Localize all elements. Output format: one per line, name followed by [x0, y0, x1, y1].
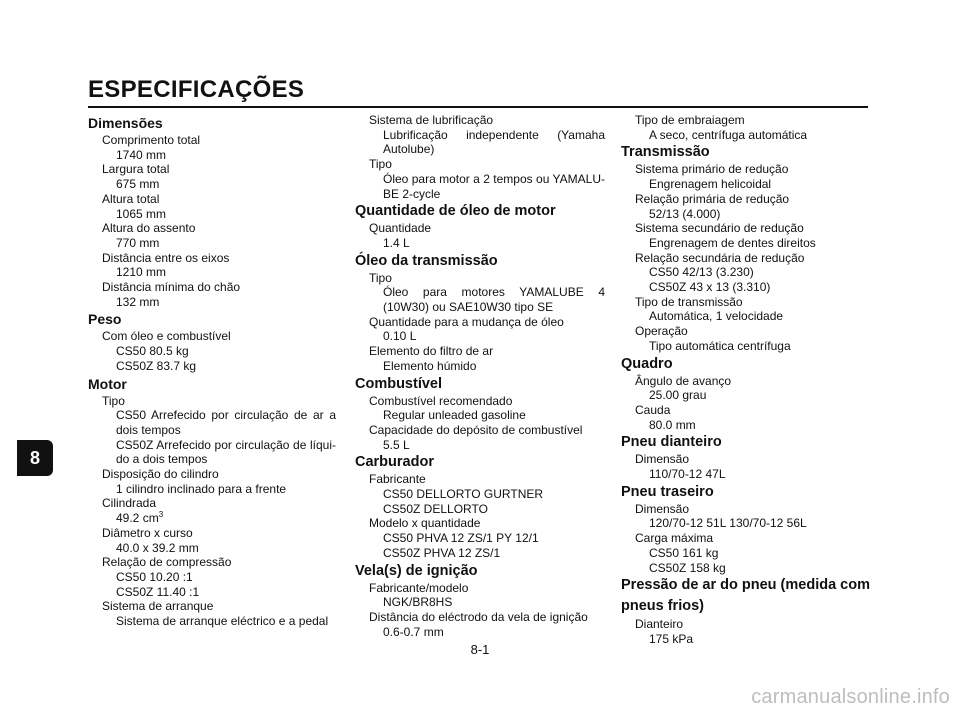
spec-value: CS50Z PHVA 12 ZS/1 — [383, 545, 501, 560]
section-quadro: Quadro — [621, 355, 673, 372]
spec-label: Modelo x quantidade — [369, 516, 481, 531]
section-quantidade-oleo-motor: Quantidade de óleo de motor — [355, 203, 556, 220]
title-rule — [88, 106, 868, 108]
spec-label: Sistema secundário de redução — [635, 221, 804, 236]
spec-value: CS50Z 83.7 kg — [116, 358, 197, 373]
spec-value: 80.0 mm — [649, 417, 696, 432]
spec-label: Tipo de transmissão — [635, 294, 743, 309]
section-dimensoes: Dimensões — [88, 115, 163, 131]
spec-label: Distância do eléctrodo da vela de ignição — [369, 609, 588, 624]
column-2 — [355, 113, 605, 639]
column-3 — [621, 113, 871, 647]
spec-label: Com óleo e combustível — [102, 329, 231, 344]
section-oleo-transmissao: Óleo da transmissão — [355, 252, 498, 269]
spec-value: Regular unleaded gasoline — [383, 408, 526, 423]
spec-value: 770 mm — [116, 235, 160, 250]
spec-label: Carga máxima — [635, 531, 714, 546]
spec-label: Cauda — [635, 402, 671, 417]
spec-value: CS50Z 11.40 :1 — [116, 584, 200, 599]
spec-value: CS50 DELLORTO GURTNER — [383, 487, 544, 502]
watermark: carmanualsonline.info — [751, 686, 950, 708]
spec-value: CS50 161 kg — [649, 545, 719, 560]
spec-label: Relação de compressão — [102, 555, 232, 570]
section-motor: Motor — [88, 375, 127, 392]
spec-value: 0.6-0.7 mm — [383, 624, 444, 639]
spec-value: CS50 80.5 kg — [116, 344, 189, 359]
spec-value: Tipo automática centrífuga — [649, 338, 791, 353]
spec-value: CS50 10.20 :1 — [116, 569, 193, 584]
spec-label: Dianteiro — [635, 617, 684, 632]
spec-label: Dimensão — [635, 452, 690, 467]
spec-label: Comprimento total — [102, 133, 201, 147]
spec-value: Engrenagem helicoidal — [649, 177, 772, 192]
spec-label: Distância mínima do chão — [102, 280, 241, 295]
section-carburador: Carburador — [355, 454, 434, 471]
spec-value: Engrenagem de dentes direitos — [649, 235, 816, 250]
spec-value: 25.00 grau — [649, 388, 707, 403]
spec-value: Elemento húmido — [383, 358, 477, 373]
spec-label: Operação — [635, 324, 688, 339]
spec-label: Fabricante — [369, 472, 426, 487]
spec-value: CS50 42/13 (3.230) — [649, 265, 754, 280]
spec-value: 1 cilindro inclinado para a frente — [116, 481, 287, 496]
spec-label: Capacidade do depósito de combustível — [369, 422, 583, 437]
section-peso: Peso — [88, 311, 122, 328]
spec-value: 1740 mm — [116, 147, 167, 162]
spec-label: Quantidade para a mudança de óleo — [369, 314, 564, 329]
column-1 — [88, 113, 336, 629]
spec-label: Cilindrada — [102, 496, 157, 511]
spec-label: Tipo — [369, 157, 392, 172]
spec-label: Sistema primário de redução — [635, 162, 789, 177]
spec-label: Disposição do cilindro — [102, 467, 219, 482]
spec-value: CS50Z 43 x 13 (3.310) — [649, 280, 771, 295]
spec-value: CS50Z Arrefecido por circulação de líqui-do a dois tempos — [116, 437, 336, 467]
spec-label: Diâmetro x curso — [102, 525, 193, 540]
spec-label: Altura total — [102, 191, 160, 206]
chapter-tab — [17, 440, 53, 476]
section-pneu-dianteiro: Pneu dianteiro — [621, 434, 722, 451]
spec-value: Automática, 1 velocidade — [649, 309, 784, 324]
superscript-3: 3 — [158, 510, 164, 520]
section-transmissao: Transmissão — [621, 144, 710, 161]
spec-label: Sistema de lubrificação — [369, 113, 494, 127]
spec-label: Relação primária de redução — [635, 191, 790, 206]
section-pressao-pneu: Pressão de ar do pneu (medida com pneus frios) — [621, 577, 870, 615]
spec-label: Sistema de arranque — [102, 599, 214, 614]
spec-label: Fabricante/modelo — [369, 580, 469, 595]
spec-value: A seco, centrífuga automática — [649, 127, 808, 142]
spec-value: Óleo para motor a 2 tempos ou YAMALU-BE 2-cycle — [383, 171, 605, 201]
section-pneu-traseiro: Pneu traseiro — [621, 483, 714, 500]
spec-label: Elemento do filtro de ar — [369, 344, 494, 359]
spec-label: Ângulo de avanço — [635, 373, 732, 388]
spec-value: 675 mm — [116, 177, 160, 192]
spec-value: 110/70-12 47L — [649, 467, 726, 482]
spec-label: Quantidade — [369, 221, 432, 236]
spec-label: Dimensão — [635, 501, 690, 516]
spec-value: 120/70-12 51L 130/70-12 56L — [649, 516, 807, 531]
spec-value: CS50Z 158 kg — [649, 560, 726, 575]
spec-label: Relação secundária de redução — [635, 250, 805, 265]
spec-value: Óleo para motores YAMALUBE 4 (10W30) ou SAE10W30 tipo SE — [383, 285, 605, 315]
page-number: 8-1 — [470, 642, 490, 657]
spec-label: Largura total — [102, 162, 170, 177]
spec-value: CS50 Arrefecido por circulação de ar a dois tempos — [116, 408, 336, 437]
spec-label: Combustível recomendado — [369, 393, 513, 408]
spec-value: 52/13 (4.000) — [649, 206, 721, 221]
spec-value: 1065 mm — [116, 206, 167, 221]
spec-value: 0.10 L — [383, 329, 417, 344]
spec-value: CS50Z DELLORTO — [383, 501, 488, 516]
section-combustivel: Combustível — [355, 375, 443, 392]
spec-value: 175 kPa — [649, 631, 694, 646]
spec-value: Sistema de arranque eléctrico e a pedal — [116, 614, 329, 629]
spec-value: 132 mm — [116, 294, 160, 309]
section-vela-ignicao: Vela(s) de ignição — [355, 562, 478, 579]
chapter-number: 8 — [29, 447, 40, 468]
spec-label: Distância entre os eixos — [102, 250, 230, 265]
spec-value: Lubrificação independente (Yamaha Autolube) — [383, 127, 605, 157]
spec-value: 1.4 L — [383, 235, 410, 250]
spec-label: Altura do assento — [102, 221, 196, 236]
spec-label: Tipo de embraiagem — [635, 113, 745, 127]
spec-value: 1210 mm — [116, 265, 167, 280]
page-title: ESPECIFICAÇÕES — [88, 76, 305, 103]
cilindrada-value: 49.2 cm — [116, 511, 159, 526]
spec-label: Tipo — [369, 270, 392, 285]
spec-value: CS50 PHVA 12 ZS/1 PY 12/1 — [383, 531, 539, 546]
spec-value: 40.0 x 39.2 mm — [116, 540, 199, 555]
spec-label: Tipo — [102, 393, 125, 408]
spec-value: 5.5 L — [383, 437, 410, 452]
spec-value — [88, 511, 336, 526]
spec-value: NGK/BR8HS — [383, 595, 453, 610]
